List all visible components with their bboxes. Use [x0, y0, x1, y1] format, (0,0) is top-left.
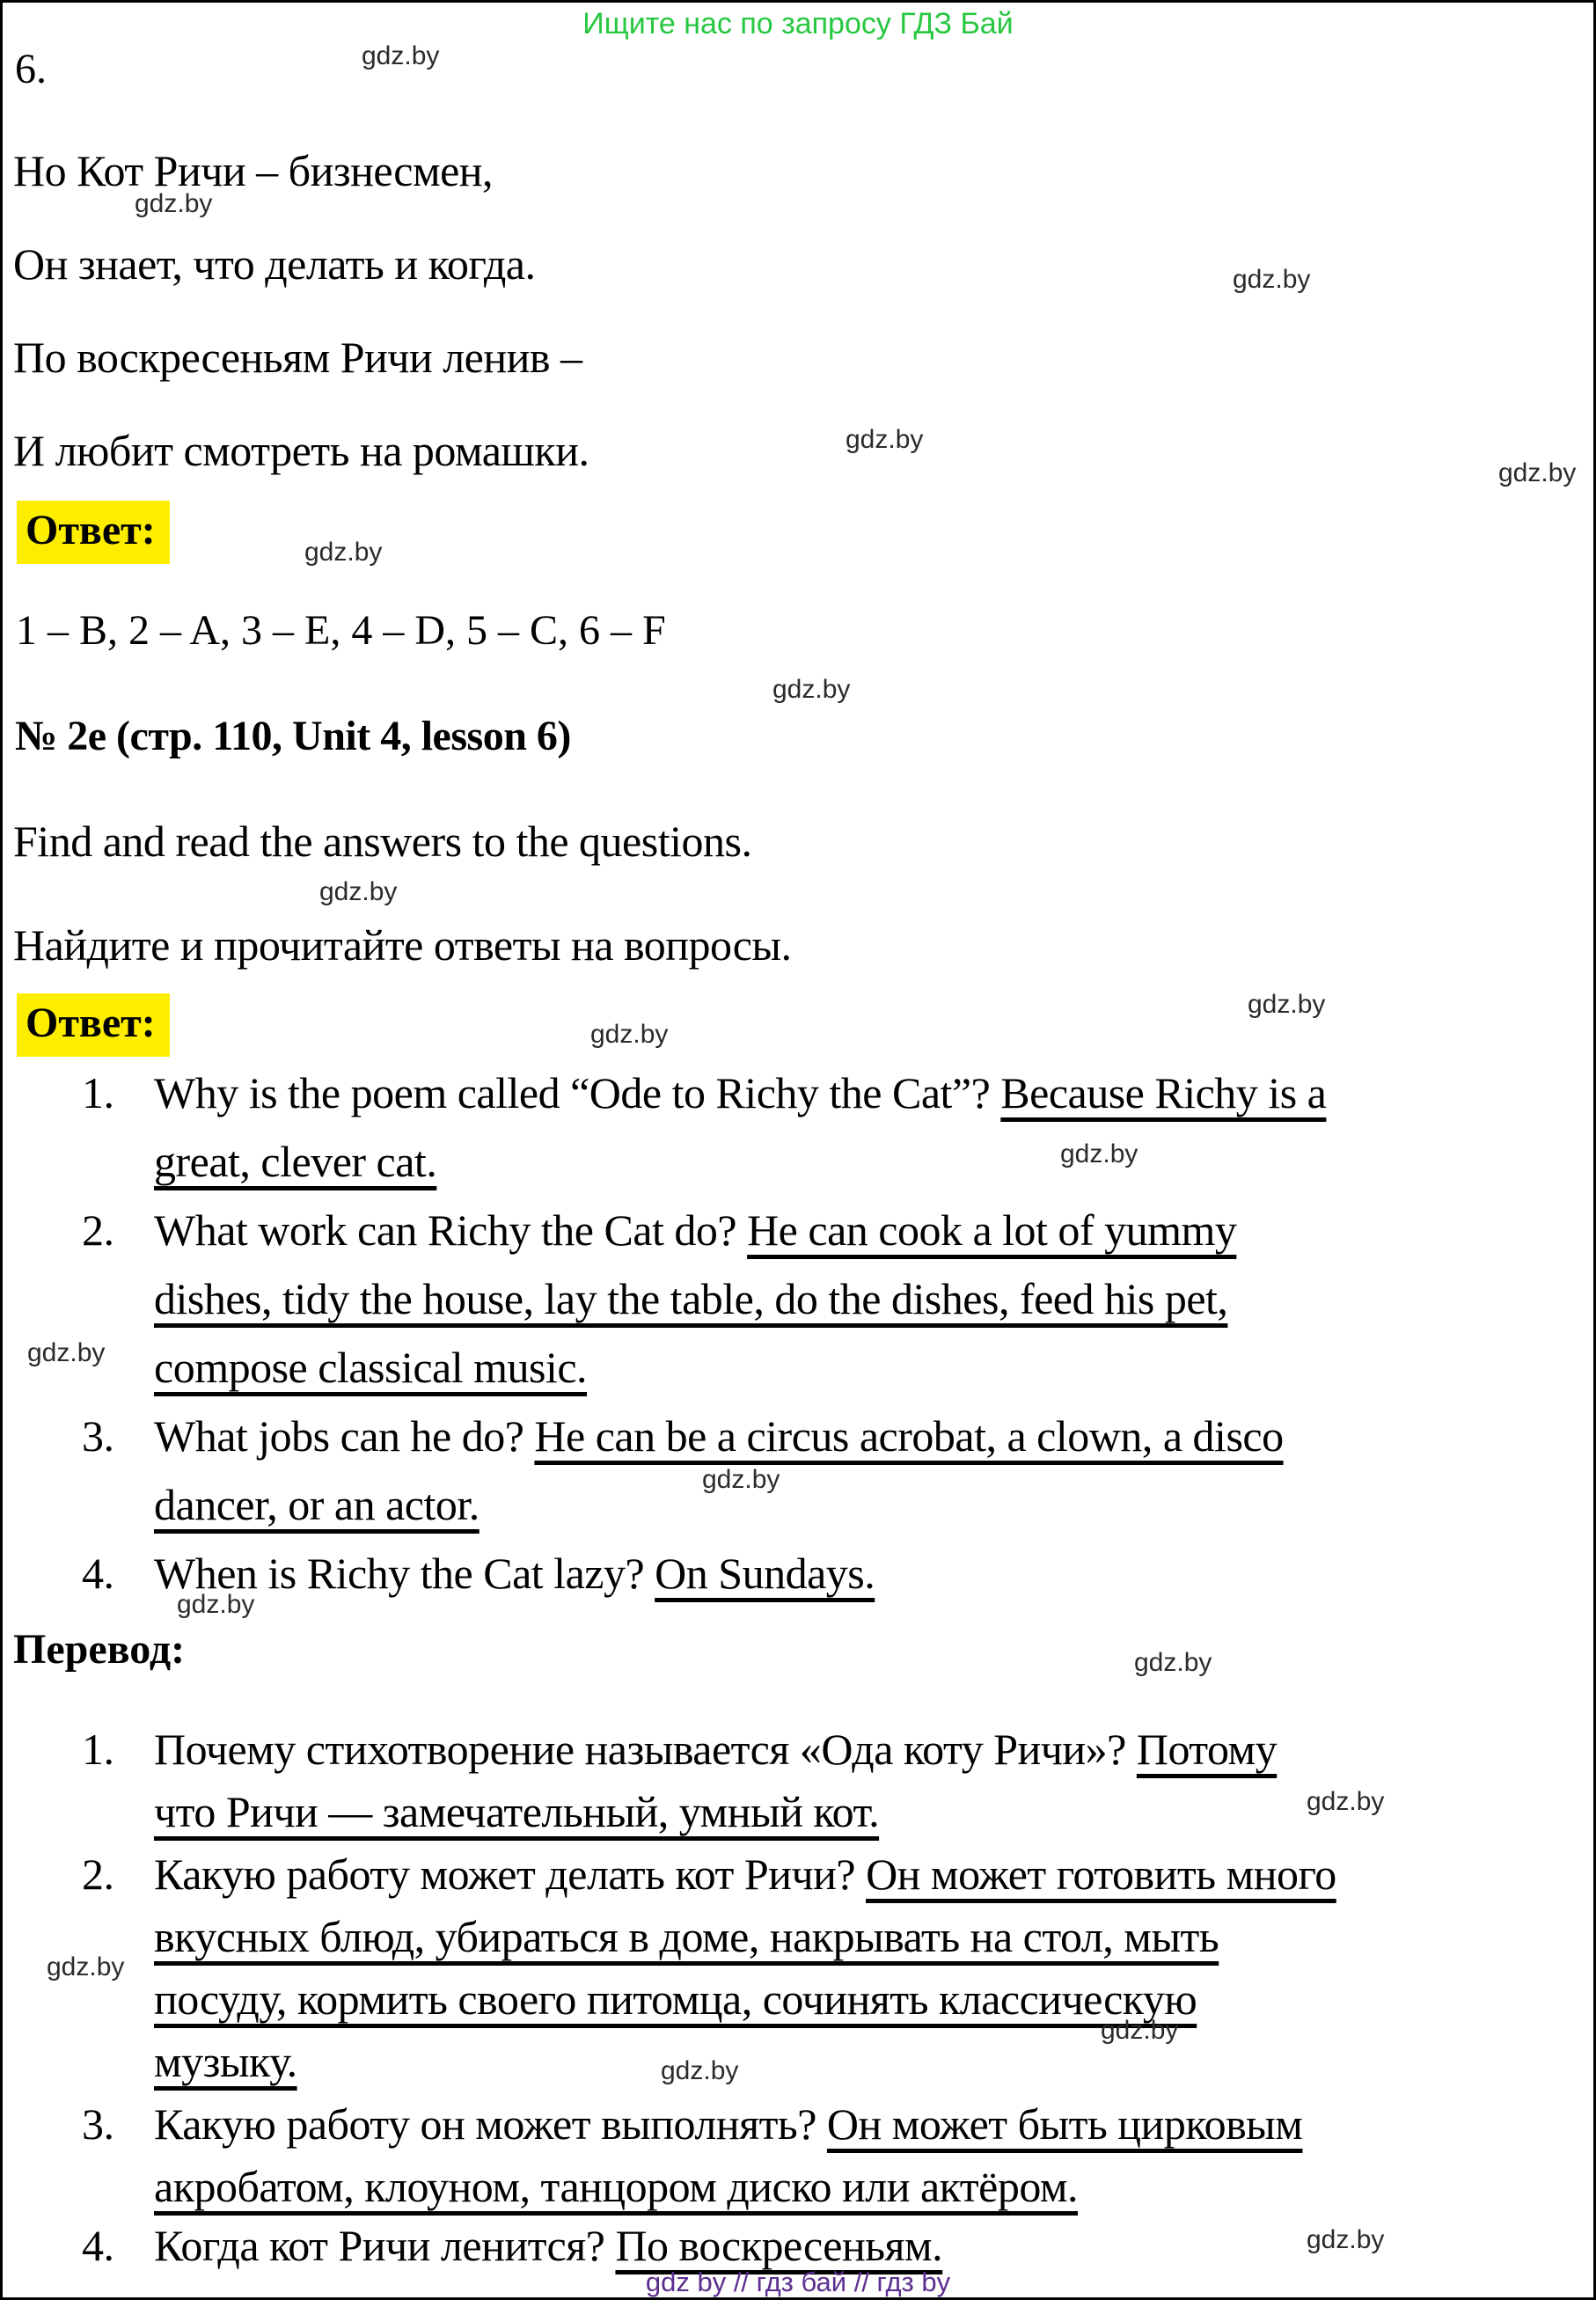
gdz-watermark: gdz.by — [177, 1590, 255, 1619]
gdz-watermark: gdz.by — [702, 1465, 780, 1494]
list-number: 4. — [82, 2221, 114, 2270]
gdz-watermark: gdz.by — [846, 425, 924, 454]
answer-text-underlined: По воскресеньям. — [615, 2221, 943, 2270]
question-text: Какую работу он может выполнять? — [154, 2099, 827, 2149]
task-text-en: Find and read the answers to the questions. — [13, 817, 752, 866]
answer-text-underlined: compose classical music. — [154, 1343, 588, 1392]
answer-text-underlined: акробатом, клоуном, танцором диско или актёром. — [154, 2162, 1079, 2211]
answer-text-underlined: Он может быть цирковым — [826, 2099, 1303, 2149]
answer-text-underlined: посуду, кормить своего питомца, сочинять классическую — [154, 1974, 1197, 2024]
gdz-watermark: gdz.by — [1101, 2016, 1179, 2045]
list-number: 3. — [82, 1411, 114, 1461]
answer-text-underlined: dishes, tidy the house, lay the table, do the dishes, feed his pet, — [154, 1274, 1228, 1323]
gdz-watermark: gdz.by — [1233, 265, 1311, 294]
ru-list-item-3-line-1 — [82, 2099, 1303, 2149]
ru-list-item-2-line-2 — [154, 1913, 1219, 1960]
question-text: Почему стихотворение называется «Ода коту Ричи»? — [154, 1725, 1137, 1774]
ru-list-item-1-line-1 — [82, 1725, 1278, 1774]
gdz-watermark: gdz.by — [1307, 1787, 1385, 1816]
en-list-item-3-line-2 — [154, 1481, 480, 1528]
answer-text-underlined: Because Richy is a — [1000, 1068, 1327, 1117]
translation-label: Перевод: — [13, 1626, 186, 1673]
gdz-watermark: gdz.by — [47, 1952, 125, 1981]
gdz-watermark: gdz.by — [1248, 990, 1326, 1019]
gdz-watermark: gdz.by — [661, 2056, 739, 2085]
gdz-watermark: gdz.by — [1307, 2225, 1385, 2254]
gdz-watermark: gdz.by — [1134, 1648, 1212, 1677]
en-list-item-2-line-1 — [82, 1205, 1237, 1255]
ru-list-item-2-line-4 — [154, 2038, 297, 2085]
answer-text-underlined: что Ричи — замечательный, умный кот. — [154, 1787, 880, 1836]
ru-list-item-2-line-3 — [154, 1975, 1197, 2023]
answer-text-underlined: great, clever cat. — [154, 1137, 437, 1186]
ru-list-item-3-line-2 — [154, 2163, 1078, 2210]
answer-text-underlined: dancer, or an actor. — [154, 1480, 480, 1529]
question-text: Когда кот Ричи ленится? — [154, 2221, 616, 2270]
gdz-watermark: gdz.by — [362, 41, 440, 70]
poem-line: И любит смотреть на ромашки. — [13, 426, 589, 475]
list-number: 4. — [82, 1549, 114, 1598]
gdz-watermark: gdz.by — [319, 877, 398, 906]
gdz-watermark: gdz.by — [304, 538, 383, 567]
list-number: 2. — [82, 1850, 114, 1899]
gdz-watermark: gdz.by — [1498, 458, 1577, 487]
list-number: 2. — [82, 1205, 114, 1255]
exercise-heading: № 2e (стр. 110, Unit 4, lesson 6) — [15, 713, 571, 759]
answer-key: 1 – B, 2 – A, 3 – E, 4 – D, 5 – C, 6 – F — [16, 607, 666, 654]
en-list-item-1-line-2 — [154, 1138, 436, 1185]
answer-text-underlined: He can cook a lot of yummy — [747, 1205, 1237, 1255]
answer-text-underlined: музыку. — [154, 2037, 297, 2086]
en-list-item-2-line-2 — [154, 1275, 1227, 1322]
list-number: 1. — [82, 1725, 114, 1774]
ru-list-item-2-line-1 — [82, 1850, 1336, 1899]
promo-banner: Ищите нас по запросу ГДЗ Бай — [582, 7, 1014, 40]
question-text: When is Richy the Cat lazy? — [154, 1549, 655, 1598]
answer-text-underlined: Потому — [1136, 1725, 1278, 1774]
en-list-item-1-line-1 — [82, 1068, 1327, 1117]
list-number: 1. — [82, 1068, 114, 1117]
task-text-ru: Найдите и прочитайте ответы на вопросы. — [13, 920, 792, 970]
gdz-watermark: gdz.by — [135, 189, 213, 218]
ru-list-item-1-line-2 — [154, 1788, 879, 1835]
answer-label-highlight: Ответ: — [17, 501, 170, 564]
answer-text-underlined: He can be a circus acrobat, a clown, a disco — [534, 1411, 1284, 1461]
question-text: Какую работу может делать кот Ричи? — [154, 1850, 867, 1899]
question-text: What jobs can he do? — [154, 1411, 535, 1461]
gdz-watermark: gdz.by — [27, 1338, 106, 1367]
poem-line: По воскресеньям Ричи ленив – — [13, 333, 582, 382]
gdz-watermark: gdz.by — [772, 675, 851, 704]
answer-label-highlight: Ответ: — [17, 993, 170, 1057]
question-text: Why is the poem called “Ode to Richy the Cat”? — [154, 1068, 1001, 1117]
question-text: What work can Richy the Cat do? — [154, 1205, 748, 1255]
en-list-item-3-line-1 — [82, 1411, 1284, 1461]
footer-site-links: gdz by // гдз бай // гдз by — [645, 2267, 951, 2297]
answer-text-underlined: On Sundays. — [655, 1549, 875, 1598]
ru-list-item-4-line-1 — [82, 2221, 943, 2270]
answer-text-underlined: вкусных блюд, убираться в доме, накрывать на стол, мыть — [154, 1912, 1219, 1961]
gdz-watermark: gdz.by — [1060, 1139, 1138, 1168]
en-list-item-4-line-1 — [82, 1549, 875, 1598]
gdz-watermark: gdz.by — [590, 1020, 669, 1049]
list-number: 3. — [82, 2099, 114, 2149]
page-number: 6. — [15, 46, 47, 92]
en-list-item-2-line-3 — [154, 1344, 587, 1391]
poem-line: Но Кот Ричи – бизнесмен, — [13, 146, 494, 195]
poem-line: Он знает, что делать и когда. — [13, 239, 536, 289]
answer-text-underlined: Он может готовить много — [866, 1850, 1336, 1899]
